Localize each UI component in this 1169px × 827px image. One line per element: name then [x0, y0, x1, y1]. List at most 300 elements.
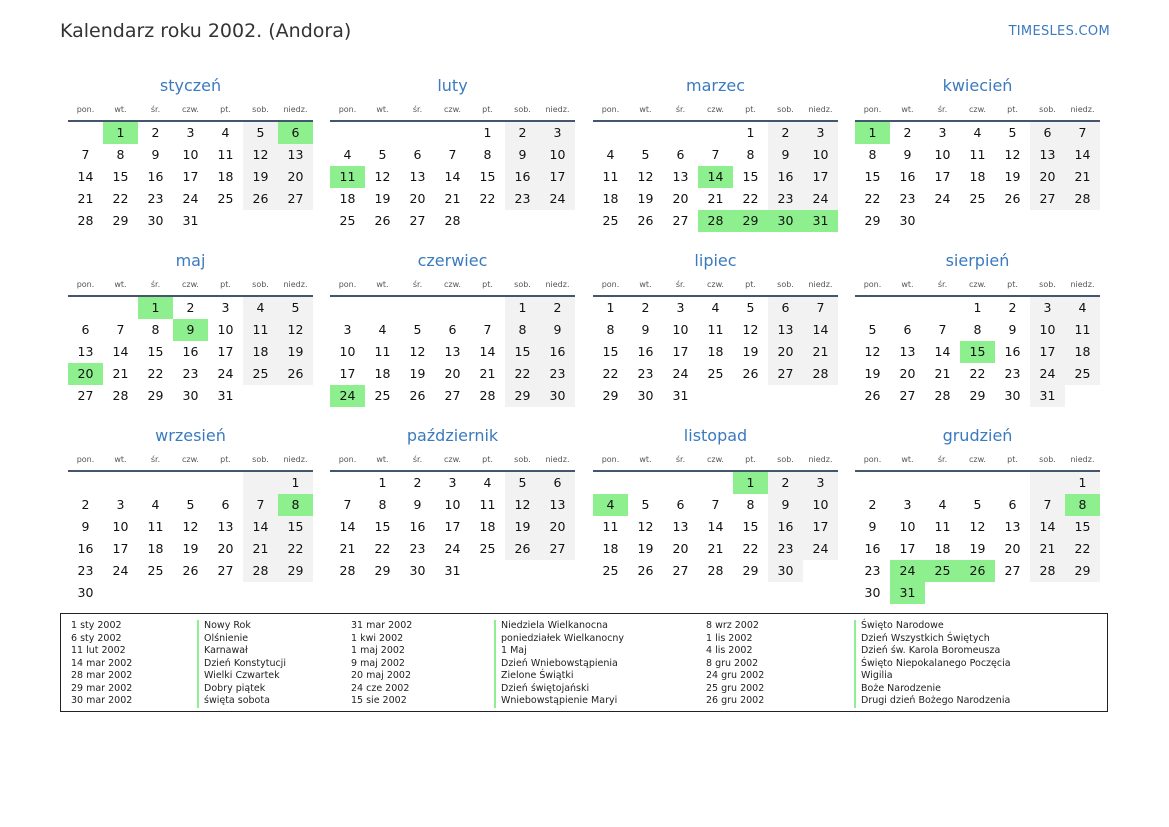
weekday-label: czw.: [969, 280, 986, 289]
day-cell: 17: [1030, 341, 1065, 363]
day-cell: 15: [374, 519, 391, 534]
weekday-label: śr.: [937, 105, 948, 114]
day-cell: 6: [540, 472, 575, 494]
empty-cell: [243, 582, 278, 604]
holiday-name: Dzień św. Karola Boromeusza: [854, 645, 1011, 658]
weekday-label: niedz.: [545, 105, 570, 114]
holiday-date: 9 maj 2002: [351, 657, 405, 669]
day-cell: 20: [1004, 541, 1021, 556]
weekday-label: sob.: [777, 455, 794, 464]
day-cell: 18: [339, 191, 356, 206]
day-cell: 9: [868, 519, 877, 534]
day-cell: 21: [479, 366, 496, 381]
day-cell: 31: [182, 213, 199, 228]
weekday-label: pon.: [863, 455, 882, 464]
day-cell: 11: [602, 519, 619, 534]
day-cell: 27: [1004, 563, 1021, 578]
day-cell: 15: [742, 519, 759, 534]
day-cell: 11: [1065, 319, 1100, 341]
day-cell: 22: [742, 191, 759, 206]
day-cell: 22: [1065, 538, 1100, 560]
empty-cell: [208, 210, 243, 232]
weekday-label: wt.: [376, 105, 389, 114]
day-cell: 1: [378, 475, 387, 490]
day-cell: 23: [768, 538, 803, 560]
day-cell: 6: [676, 147, 685, 162]
day-cell: 23: [147, 191, 164, 206]
day-cell: 13: [768, 319, 803, 341]
day-cell: 17: [899, 541, 916, 556]
holiday-date: 20 maj 2002: [351, 670, 412, 681]
day-grid: [330, 297, 575, 407]
empty-cell: [330, 122, 365, 144]
day-cell: 19: [505, 516, 540, 538]
holiday-date: 29 mar 2002: [71, 682, 133, 694]
day-cell: 11: [217, 147, 234, 162]
day-cell: 15: [864, 169, 881, 184]
weekday-label: pt.: [745, 455, 756, 464]
weekday-label: czw.: [182, 105, 199, 114]
day-cell: 13: [77, 344, 94, 359]
day-cell: 12: [278, 319, 313, 341]
day-cell: 8: [378, 497, 387, 512]
day-cell: 14: [707, 519, 724, 534]
day-cell: 21: [803, 341, 838, 363]
day-cell: 17: [672, 344, 689, 359]
day-cell: 3: [903, 497, 912, 512]
empty-cell: [470, 297, 505, 319]
day-cell: 12: [182, 519, 199, 534]
day-cell: 23: [540, 363, 575, 385]
day-cell: 1: [606, 300, 615, 315]
empty-cell: [103, 297, 138, 319]
day-cell: 17: [803, 166, 838, 188]
day-grid: [855, 122, 1100, 232]
day-cell: 5: [378, 147, 387, 162]
weekday-label: czw.: [707, 105, 724, 114]
month-1: [330, 73, 575, 232]
day-cell: 19: [243, 166, 278, 188]
day-cell: 3: [803, 472, 838, 494]
empty-cell: [330, 297, 365, 319]
day-cell: 29: [147, 388, 164, 403]
day-cell: 4: [378, 322, 387, 337]
empty-cell: [278, 210, 313, 232]
day-cell: 14: [243, 516, 278, 538]
month-11: [855, 423, 1100, 604]
day-cell: 29: [864, 213, 881, 228]
weekday-label: czw.: [444, 455, 461, 464]
day-cell: 2: [868, 497, 877, 512]
weekday-label: wt.: [901, 280, 914, 289]
empty-cell: [400, 122, 435, 144]
empty-cell: [208, 472, 243, 494]
day-cell: 20: [899, 366, 916, 381]
holiday-name: Wigilia: [854, 670, 1011, 683]
day-cell: 14: [444, 169, 461, 184]
empty-cell: [68, 122, 103, 144]
holiday-name: Dzień Wszystkich Świętych: [854, 633, 1011, 646]
day-cell: 14: [339, 519, 356, 534]
day-cell: 26: [182, 563, 199, 578]
holiday-name: Dzień świętojański: [494, 683, 624, 696]
empty-cell: [925, 297, 960, 319]
day-cell: 20: [768, 341, 803, 363]
day-cell: 4: [483, 475, 492, 490]
day-cell: 26: [637, 213, 654, 228]
weekday-label: pon.: [76, 280, 95, 289]
day-cell: 9: [641, 322, 650, 337]
weekday-label: pon.: [338, 105, 357, 114]
day-cell: 4: [606, 147, 615, 162]
day-cell: 18: [479, 519, 496, 534]
day-cell: 30: [1004, 388, 1021, 403]
day-cell: 25: [925, 560, 960, 582]
day-cell: 5: [278, 297, 313, 319]
holiday-date: 8 gru 2002: [706, 657, 759, 669]
holiday-date: 6 sty 2002: [71, 632, 122, 644]
day-cell: 26: [960, 560, 995, 582]
day-cell: 17: [112, 541, 129, 556]
weekday-label: sob.: [514, 455, 531, 464]
day-cell: 27: [278, 188, 313, 210]
day-cell: 30: [182, 388, 199, 403]
weekday-label: śr.: [150, 105, 161, 114]
weekday-header: [68, 449, 313, 472]
day-grid: [330, 122, 575, 232]
day-cell: 3: [803, 122, 838, 144]
weekday-label: czw.: [969, 105, 986, 114]
holiday-date: 1 maj 2002: [351, 645, 405, 656]
day-grid: [593, 472, 838, 582]
holiday-name: Dobry piątek: [197, 683, 286, 696]
month-9: [330, 423, 575, 582]
empty-cell: [208, 582, 243, 604]
weekday-label: czw.: [182, 280, 199, 289]
empty-cell: [103, 472, 138, 494]
day-cell: 20: [540, 516, 575, 538]
day-cell: 18: [934, 541, 951, 556]
holiday-date: 14 mar 2002: [71, 657, 133, 669]
day-cell: 2: [81, 497, 90, 512]
holiday-date: 1 sty 2002: [71, 620, 122, 631]
day-cell: 24: [672, 366, 689, 381]
day-cell: 6: [768, 297, 803, 319]
day-cell: 29: [374, 563, 391, 578]
holiday-legend: [60, 613, 1108, 712]
day-cell: 28: [77, 213, 94, 228]
day-cell: 29: [969, 388, 986, 403]
empty-cell: [960, 210, 995, 232]
month-10: [593, 423, 838, 582]
holiday-name: Niedziela Wielkanocna: [494, 620, 624, 633]
holiday-name: 1 Maj: [494, 645, 624, 658]
day-cell: 26: [1004, 191, 1021, 206]
weekday-label: sob.: [777, 105, 794, 114]
weekday-label: śr.: [150, 455, 161, 464]
day-cell: 28: [1065, 188, 1100, 210]
empty-cell: [593, 122, 628, 144]
weekday-label: sob.: [1039, 105, 1056, 114]
day-cell: 10: [112, 519, 129, 534]
day-cell: 8: [973, 322, 982, 337]
day-cell: 25: [147, 563, 164, 578]
day-cell: 13: [672, 519, 689, 534]
day-cell: 10: [444, 497, 461, 512]
weekday-label: sob.: [252, 105, 269, 114]
day-cell: 4: [711, 300, 720, 315]
empty-cell: [1030, 472, 1065, 494]
weekday-header: [330, 274, 575, 297]
weekday-label: pt.: [1007, 455, 1018, 464]
day-cell: 11: [330, 166, 365, 188]
month-name: czerwiec: [417, 251, 488, 270]
day-cell: 25: [339, 213, 356, 228]
day-cell: 1: [746, 125, 755, 140]
weekday-label: pt.: [482, 280, 493, 289]
holiday-date: 28 mar 2002: [71, 670, 133, 681]
day-cell: 3: [116, 497, 125, 512]
holiday-date: 24 gru 2002: [706, 670, 765, 681]
day-cell: 26: [243, 188, 278, 210]
day-cell: 23: [637, 366, 654, 381]
day-cell: 13: [672, 169, 689, 184]
weekday-label: sob.: [514, 105, 531, 114]
day-cell: 28: [707, 563, 724, 578]
day-cell: 18: [602, 191, 619, 206]
empty-cell: [505, 560, 540, 582]
empty-cell: [593, 472, 628, 494]
month-3: [855, 73, 1100, 232]
day-cell: 7: [343, 497, 352, 512]
day-cell: 18: [969, 169, 986, 184]
brand-link[interactable]: TIMESLES.COM: [1008, 24, 1110, 39]
weekday-label: niedz.: [808, 280, 833, 289]
month-name: październik: [406, 426, 499, 445]
empty-cell: [995, 582, 1030, 604]
weekday-label: sob.: [777, 280, 794, 289]
empty-cell: [698, 122, 733, 144]
day-cell: 13: [899, 344, 916, 359]
month-name: lipiec: [694, 251, 737, 270]
day-cell: 12: [637, 519, 654, 534]
month-name: marzec: [685, 76, 745, 95]
weekday-label: czw.: [707, 455, 724, 464]
empty-cell: [1065, 210, 1100, 232]
weekday-label: pon.: [338, 455, 357, 464]
weekday-label: czw.: [707, 280, 724, 289]
weekday-label: pon.: [76, 455, 95, 464]
day-cell: 21: [77, 191, 94, 206]
holiday-name: Dzień Konstytucji: [197, 658, 286, 671]
day-cell: 21: [444, 191, 461, 206]
empty-cell: [1065, 385, 1100, 407]
weekday-label: niedz.: [1070, 105, 1095, 114]
weekday-label: śr.: [412, 105, 423, 114]
day-cell: 16: [147, 169, 164, 184]
day-cell: 14: [698, 166, 733, 188]
holiday-name: Drugi dzień Bożego Narodzenia: [854, 695, 1011, 708]
day-cell: 1: [855, 122, 890, 144]
day-cell: 21: [707, 191, 724, 206]
empty-cell: [365, 297, 400, 319]
day-cell: 10: [1030, 319, 1065, 341]
day-cell: 11: [374, 344, 391, 359]
day-cell: 10: [803, 494, 838, 516]
day-cell: 2: [505, 122, 540, 144]
day-cell: 4: [343, 147, 352, 162]
holiday-name: Wielki Czwartek: [197, 670, 286, 683]
weekday-label: niedz.: [283, 105, 308, 114]
day-cell: 11: [602, 169, 619, 184]
empty-cell: [628, 122, 663, 144]
day-cell: 17: [182, 169, 199, 184]
day-cell: 21: [243, 538, 278, 560]
day-cell: 11: [707, 322, 724, 337]
weekday-label: czw.: [444, 105, 461, 114]
day-cell: 14: [1030, 516, 1065, 538]
day-cell: 6: [413, 147, 422, 162]
day-cell: 22: [112, 191, 129, 206]
day-cell: 13: [409, 169, 426, 184]
empty-cell: [1030, 210, 1065, 232]
day-cell: 17: [540, 166, 575, 188]
day-cell: 9: [768, 144, 803, 166]
weekday-label: pon.: [863, 105, 882, 114]
legend-dates: [351, 620, 412, 708]
day-cell: 28: [339, 563, 356, 578]
day-cell: 6: [676, 497, 685, 512]
day-cell: 3: [186, 125, 195, 140]
day-cell: 10: [672, 322, 689, 337]
day-cell: 21: [339, 541, 356, 556]
day-grid: [593, 297, 838, 407]
day-cell: 1: [103, 122, 138, 144]
day-cell: 29: [733, 210, 768, 232]
day-cell: 18: [602, 541, 619, 556]
day-cell: 8: [746, 147, 755, 162]
day-cell: 14: [479, 344, 496, 359]
empty-cell: [243, 385, 278, 407]
empty-cell: [540, 560, 575, 582]
empty-cell: [698, 385, 733, 407]
weekday-label: pon.: [863, 280, 882, 289]
day-cell: 31: [1030, 385, 1065, 407]
weekday-label: wt.: [639, 455, 652, 464]
day-cell: 31: [803, 210, 838, 232]
day-cell: 23: [505, 188, 540, 210]
empty-cell: [890, 472, 925, 494]
day-cell: 22: [374, 541, 391, 556]
weekday-label: czw.: [182, 455, 199, 464]
day-cell: 7: [81, 147, 90, 162]
weekday-label: niedz.: [545, 280, 570, 289]
empty-cell: [505, 210, 540, 232]
legend-names: [197, 620, 286, 708]
weekday-header: [855, 449, 1100, 472]
day-grid: [68, 297, 313, 407]
weekday-label: wt.: [114, 280, 127, 289]
empty-cell: [663, 122, 698, 144]
empty-cell: [278, 385, 313, 407]
month-5: [330, 248, 575, 407]
day-cell: 2: [1008, 300, 1017, 315]
day-cell: 24: [890, 560, 925, 582]
day-cell: 26: [278, 363, 313, 385]
day-cell: 9: [81, 519, 90, 534]
day-cell: 22: [864, 191, 881, 206]
day-cell: 21: [112, 366, 129, 381]
day-cell: 17: [217, 344, 234, 359]
day-cell: 3: [938, 125, 947, 140]
day-cell: 25: [1065, 363, 1100, 385]
empty-cell: [803, 385, 838, 407]
day-cell: 30: [768, 210, 803, 232]
day-cell: 20: [278, 166, 313, 188]
day-cell: 3: [343, 322, 352, 337]
weekday-label: czw.: [969, 455, 986, 464]
day-cell: 27: [768, 363, 803, 385]
holiday-date: 8 wrz 2002: [706, 620, 759, 631]
day-cell: 3: [676, 300, 685, 315]
empty-cell: [1065, 582, 1100, 604]
day-cell: 7: [1030, 494, 1065, 516]
holiday-date: 26 gru 2002: [706, 695, 765, 706]
empty-cell: [855, 472, 890, 494]
empty-cell: [960, 472, 995, 494]
weekday-header: [330, 449, 575, 472]
day-cell: 5: [973, 497, 982, 512]
month-7: [855, 248, 1100, 407]
day-cell: 1: [973, 300, 982, 315]
day-cell: 14: [803, 319, 838, 341]
day-cell: 22: [969, 366, 986, 381]
holiday-date: 1 kwi 2002: [351, 632, 404, 644]
day-cell: 30: [409, 563, 426, 578]
day-cell: 25: [217, 191, 234, 206]
day-cell: 18: [147, 541, 164, 556]
empty-cell: [435, 122, 470, 144]
day-cell: 30: [540, 385, 575, 407]
day-cell: 25: [602, 563, 619, 578]
day-cell: 3: [221, 300, 230, 315]
day-cell: 16: [182, 344, 199, 359]
day-cell: 8: [606, 322, 615, 337]
day-cell: 9: [413, 497, 422, 512]
day-cell: 6: [81, 322, 90, 337]
legend-dates: [706, 620, 764, 708]
weekday-label: niedz.: [808, 105, 833, 114]
legend-dates: [71, 620, 132, 708]
weekday-label: czw.: [444, 280, 461, 289]
empty-cell: [173, 582, 208, 604]
day-cell: 7: [116, 322, 125, 337]
holiday-date: 15 sie 2002: [351, 695, 407, 706]
weekday-label: pon.: [338, 280, 357, 289]
month-0: [68, 73, 313, 232]
empty-cell: [435, 297, 470, 319]
day-cell: 7: [938, 322, 947, 337]
day-cell: 27: [217, 563, 234, 578]
day-cell: 26: [505, 538, 540, 560]
empty-cell: [103, 582, 138, 604]
day-cell: 8: [746, 497, 755, 512]
day-cell: 7: [1065, 122, 1100, 144]
day-cell: 14: [934, 344, 951, 359]
weekday-label: śr.: [675, 455, 686, 464]
day-cell: 7: [243, 494, 278, 516]
weekday-label: niedz.: [808, 455, 833, 464]
